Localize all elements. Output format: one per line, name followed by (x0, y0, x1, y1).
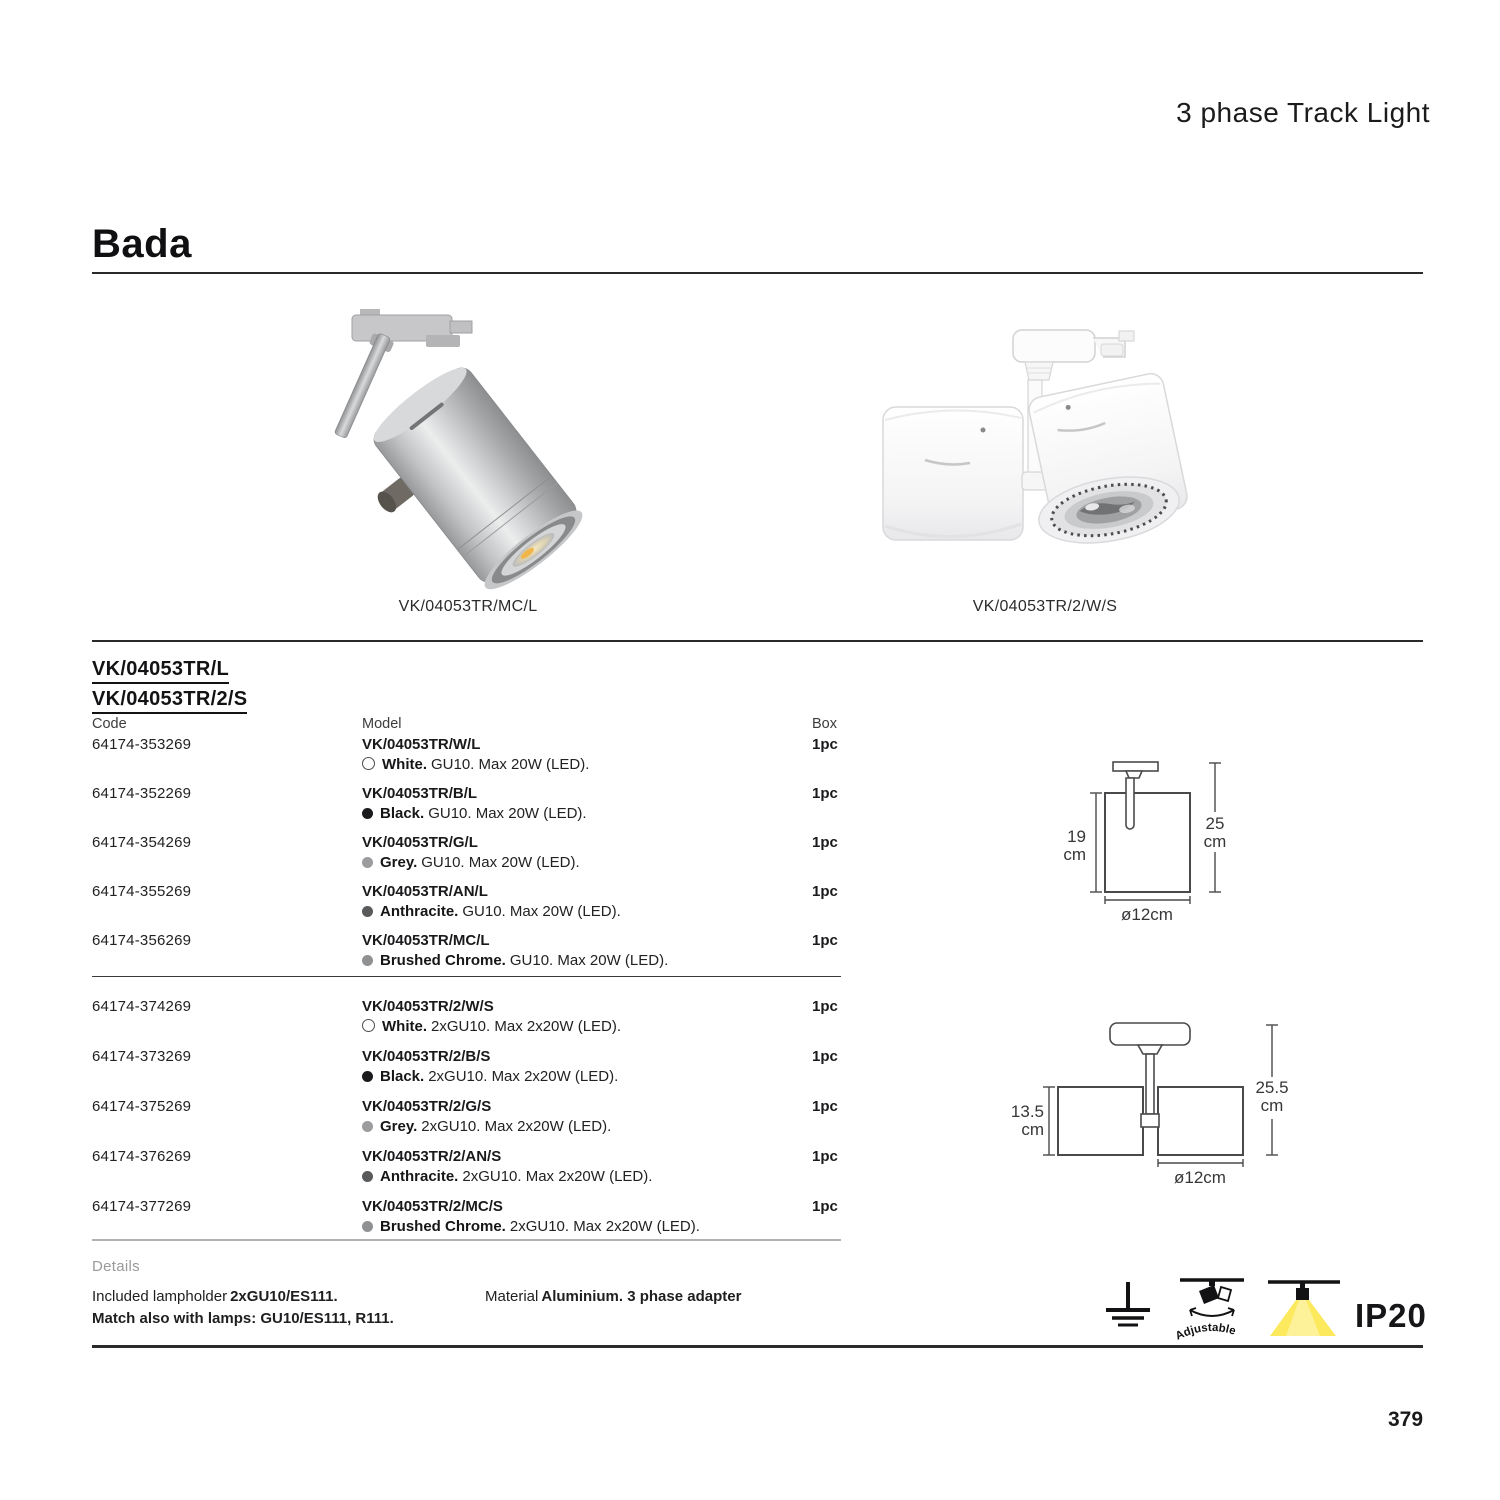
product-description: Anthracite. GU10. Max 20W (LED). (362, 903, 621, 920)
table-row (92, 1048, 852, 1092)
product-description: Black. 2xGU10. Max 2x20W (LED). (362, 1068, 618, 1085)
details-material: Material Aluminium. 3 phase adapter (485, 1288, 742, 1305)
box-quantity: 1pc (812, 1098, 838, 1115)
product-description: Brushed Chrome. GU10. Max 20W (LED). (362, 952, 668, 969)
product-model: VK/04053TR/MC/L (362, 932, 490, 949)
total-dimension-unit: cm (1260, 1096, 1284, 1115)
details-heading: Details (92, 1258, 140, 1275)
product-model: VK/04053TR/2/B/S (362, 1048, 491, 1065)
model-code-link-s[interactable]: VK/04053TR/2/S (92, 688, 247, 714)
page-title: Bada (92, 222, 192, 266)
column-header-model: Model (362, 716, 402, 732)
product-code: 64174-377269 (92, 1198, 192, 1215)
footer-divider (92, 1345, 1423, 1348)
adjustable-icon (1168, 1270, 1256, 1348)
box-quantity: 1pc (812, 1048, 838, 1065)
product-image-white-double (865, 300, 1205, 580)
product-model: VK/04053TR/G/L (362, 834, 478, 851)
color-dot (362, 1019, 375, 1032)
color-dot (362, 1121, 373, 1132)
details-lampholder: Included lampholder 2xGU10/ES111. (92, 1288, 338, 1305)
table-row (92, 932, 852, 976)
product-caption: VK/04053TR/2/W/S (972, 598, 1118, 615)
color-dot (362, 1071, 373, 1082)
table-row (92, 883, 852, 927)
column-header-box: Box (812, 716, 837, 732)
product-model: VK/04053TR/2/AN/S (362, 1148, 502, 1165)
height-dimension-value: 19 (1067, 827, 1086, 846)
ip-rating-badge: IP20 (1355, 1297, 1427, 1334)
product-model: VK/04053TR/2/MC/S (362, 1198, 503, 1215)
height-dimension-value: 13.5 (1010, 1102, 1044, 1121)
table-row (92, 1098, 852, 1142)
table-row (92, 1198, 852, 1242)
product-code: 64174-354269 (92, 834, 192, 851)
color-dot (362, 906, 373, 917)
color-dot (362, 857, 373, 868)
table-row (92, 736, 852, 780)
color-dot (362, 808, 373, 819)
product-caption: VK/04053TR/MC/L (398, 598, 538, 615)
box-quantity: 1pc (812, 998, 838, 1015)
total-dimension-value: 25 (1205, 814, 1225, 833)
category-header: 3 phase Track Light (1176, 97, 1430, 128)
table-row (92, 998, 852, 1042)
product-model: VK/04053TR/2/G/S (362, 1098, 492, 1115)
product-code: 64174-373269 (92, 1048, 192, 1065)
product-image-brushed-chrome (330, 285, 630, 595)
product-model: VK/04053TR/W/L (362, 736, 481, 753)
column-header-code: Code (92, 716, 127, 732)
box-quantity: 1pc (812, 1148, 838, 1165)
table-row (92, 785, 852, 829)
adjustable-icon-label: Adjustable (1173, 1321, 1238, 1343)
product-description: Grey. 2xGU10. Max 2x20W (LED). (362, 1118, 611, 1135)
product-code: 64174-374269 (92, 998, 192, 1015)
product-code: 64174-376269 (92, 1148, 192, 1165)
dimension-diagram-single (1040, 750, 1260, 935)
dimension-diagram-double (1000, 1015, 1300, 1200)
product-description: Grey. GU10. Max 20W (LED). (362, 854, 580, 871)
box-quantity: 1pc (812, 736, 838, 753)
light-beam-icon (1262, 1272, 1346, 1342)
height-dimension-unit: cm (1021, 1120, 1044, 1139)
product-code: 64174-352269 (92, 785, 192, 802)
product-code: 64174-353269 (92, 736, 192, 753)
product-code: 64174-375269 (92, 1098, 192, 1115)
box-quantity: 1pc (812, 1198, 838, 1215)
total-dimension-unit: cm (1203, 832, 1227, 851)
section-divider (92, 640, 1423, 642)
color-dot (362, 757, 375, 770)
total-dimension-value: 25.5 (1255, 1078, 1289, 1097)
product-model: VK/04053TR/2/W/S (362, 998, 494, 1015)
product-description: White. GU10. Max 20W (LED). (362, 756, 589, 773)
color-dot (362, 955, 373, 966)
details-match: Match also with lamps: GU10/ES111, R111. (92, 1310, 394, 1327)
box-quantity: 1pc (812, 785, 838, 802)
product-code: 64174-356269 (92, 932, 192, 949)
box-quantity: 1pc (812, 932, 838, 949)
product-description: White. 2xGU10. Max 2x20W (LED). (362, 1018, 621, 1035)
table-group-separator (92, 976, 841, 977)
title-divider (92, 272, 1423, 274)
product-model: VK/04053TR/B/L (362, 785, 478, 802)
box-quantity: 1pc (812, 883, 838, 900)
color-dot (362, 1171, 373, 1182)
color-dot (362, 1221, 373, 1232)
svg-text:Adjustable (1174, 1322, 1237, 1343)
box-quantity: 1pc (812, 834, 838, 851)
product-description: Black. GU10. Max 20W (LED). (362, 805, 587, 822)
model-code-link-l[interactable]: VK/04053TR/L (92, 658, 229, 684)
diameter-dimension-label: ø12cm (1121, 905, 1173, 924)
diameter-dimension-label: ø12cm (1174, 1168, 1226, 1187)
details-separator (92, 1239, 841, 1241)
height-dimension-unit: cm (1063, 845, 1086, 864)
table-row (92, 1148, 852, 1192)
product-code: 64174-355269 (92, 883, 192, 900)
product-description: Anthracite. 2xGU10. Max 2x20W (LED). (362, 1168, 652, 1185)
table-row (92, 834, 852, 878)
product-model: VK/04053TR/AN/L (362, 883, 488, 900)
product-description: Brushed Chrome. 2xGU10. Max 2x20W (LED). (362, 1218, 700, 1235)
page-number: 379 (1388, 1408, 1424, 1431)
ground-icon (1102, 1278, 1154, 1338)
